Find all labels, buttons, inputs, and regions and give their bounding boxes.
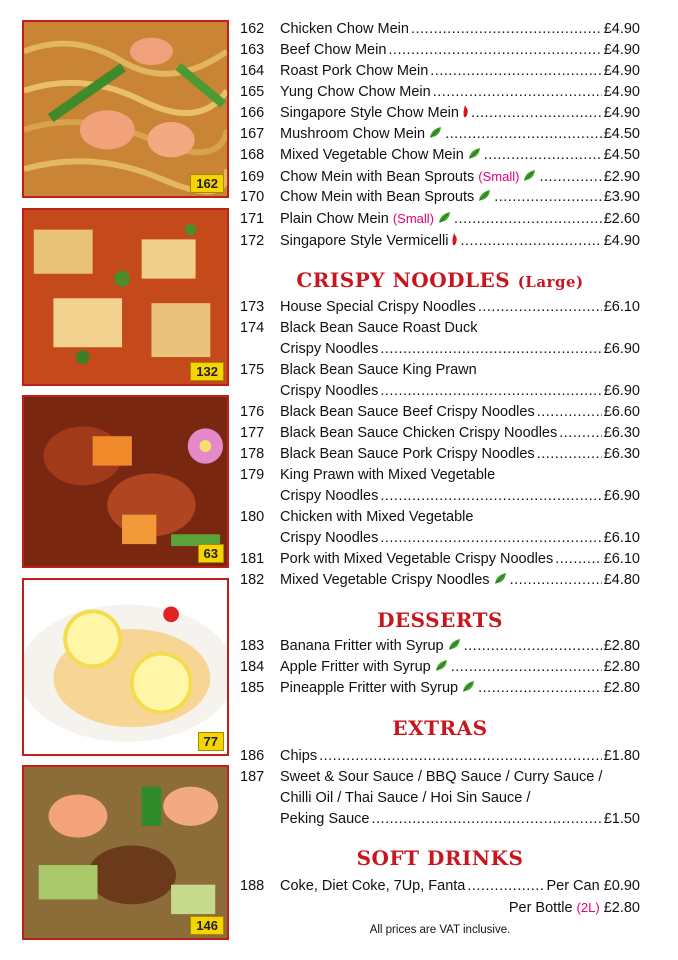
menu-item: 174 Black Bean Sauce Roast Duck <box>240 320 478 336</box>
section-heading-desserts: DESSERTS <box>377 608 503 632</box>
menu-item: 168 Mixed Vegetable Chow Mein ..... £4.50 <box>240 145 640 166</box>
menu-item: 166 Singapore Style Chow Mein ..... £4.90 <box>240 103 640 124</box>
menu-item-continued: Crispy Noodles ..... £6.90 <box>240 339 640 360</box>
duck-dish-illustration <box>24 397 227 567</box>
menu-item-continued: Peking Sauce ..... £1.50 <box>240 809 640 830</box>
photo-prawn-dish <box>22 765 229 940</box>
menu-item: 170 Chow Mein with Bean Sprouts ..... £3.90 <box>240 187 640 208</box>
menu-item: 183 Banana Fritter with Syrup ..... £2.80 <box>240 636 640 657</box>
vegetarian-leaf-icon <box>462 680 476 693</box>
vegetarian-leaf-icon <box>448 638 462 651</box>
photo-badge: 132 <box>190 362 224 381</box>
vegetarian-leaf-icon <box>438 211 452 224</box>
photo-chow-mein <box>22 20 229 198</box>
menu-item-continued: Crispy Noodles ..... £6.90 <box>240 381 640 402</box>
menu-item-continued: Crispy Noodles ..... £6.90 <box>240 486 640 507</box>
photo-duck-dish <box>22 395 229 568</box>
vegetarian-leaf-icon <box>429 126 443 139</box>
section-heading-soft-drinks: SOFT DRINKS <box>356 846 524 870</box>
menu-item: 182 Mixed Vegetable Crispy Noodles ..... £4.80 <box>240 570 640 591</box>
menu-item: 172 Singapore Style Vermicelli ..... £4.90 <box>240 231 640 252</box>
menu-item: 185 Pineapple Fritter with Syrup ..... £2.80 <box>240 678 640 699</box>
menu-item: 177 Black Bean Sauce Chicken Crispy Noodles ..... £6.30 <box>240 423 640 444</box>
menu-item: 184 Apple Fritter with Syrup ..... £2.80 <box>240 657 640 678</box>
menu-item: 187 Sweet & Sour Sauce / BBQ Sauce / Curry Sauce / <box>240 769 603 785</box>
vegetarian-leaf-icon <box>494 572 508 585</box>
menu-item: 179 King Prawn with Mixed Vegetable <box>240 467 496 483</box>
menu-item-bottle: Per Bottle (2L) £2.80 <box>508 900 640 916</box>
menu-item: 167 Mushroom Chow Mein ..... £4.50 <box>240 124 640 145</box>
menu-item: 178 Black Bean Sauce Pork Crispy Noodles ..... £6.30 <box>240 444 640 465</box>
menu-item: 186 Chips ..... £1.80 <box>240 746 640 767</box>
photo-badge: 77 <box>198 732 224 751</box>
chili-icon <box>451 233 458 246</box>
menu-item: 163 Beef Chow Mein ..... £4.90 <box>240 40 640 61</box>
prawn-dish-illustration <box>24 767 227 939</box>
fritter-dish-illustration <box>24 580 227 755</box>
menu-item: 164 Roast Pork Chow Mein ..... £4.90 <box>240 61 640 82</box>
menu-item: 181 Pork with Mixed Vegetable Crispy Noodles ..... £6.10 <box>240 549 640 570</box>
menu-item: 162 Chicken Chow Mein ..... £4.90 <box>240 19 640 40</box>
menu-item-continued: Crispy Noodles ..... £6.10 <box>240 528 640 549</box>
menu-item: 176 Black Bean Sauce Beef Crispy Noodles ..... £6.60 <box>240 402 640 423</box>
photo-fritter-dish <box>22 578 229 756</box>
vegetarian-leaf-icon <box>468 147 482 160</box>
menu-item: 165 Yung Chow Chow Mein ..... £4.90 <box>240 82 640 103</box>
section-heading-crispy-noodles: CRISPY NOODLES (Large) <box>296 268 584 292</box>
photo-badge: 162 <box>190 174 224 193</box>
menu-item: 180 Chicken with Mixed Vegetable <box>240 509 474 525</box>
menu-item: 169 Chow Mein with Bean Sprouts (Small) ..... £2.90 <box>240 166 640 187</box>
chow-mein-illustration <box>24 22 227 197</box>
photo-badge: 63 <box>198 544 224 563</box>
tofu-dish-illustration <box>24 210 227 385</box>
menu-item-continued: Chilli Oil / Thai Sauce / Hoi Sin Sauce / <box>280 790 531 806</box>
section-heading-extras: EXTRAS <box>392 716 488 740</box>
vegetarian-leaf-icon <box>523 169 537 182</box>
vegetarian-leaf-icon <box>435 659 449 672</box>
vegetarian-leaf-icon <box>478 189 492 202</box>
photo-tofu-dish <box>22 208 229 386</box>
chili-icon <box>462 105 469 118</box>
menu-item: 173 House Special Crispy Noodles ..... £6.10 <box>240 297 640 318</box>
vat-footnote: All prices are VAT inclusive. <box>369 924 511 936</box>
menu-item: 188 Coke, Diet Coke, 7Up, Fanta ..... Per Can £0.90 <box>240 876 640 897</box>
menu-item: 175 Black Bean Sauce King Prawn <box>240 362 477 378</box>
menu-item: 171 Plain Chow Mein (Small) ..... £2.60 <box>240 208 640 229</box>
photo-badge: 146 <box>190 916 224 935</box>
